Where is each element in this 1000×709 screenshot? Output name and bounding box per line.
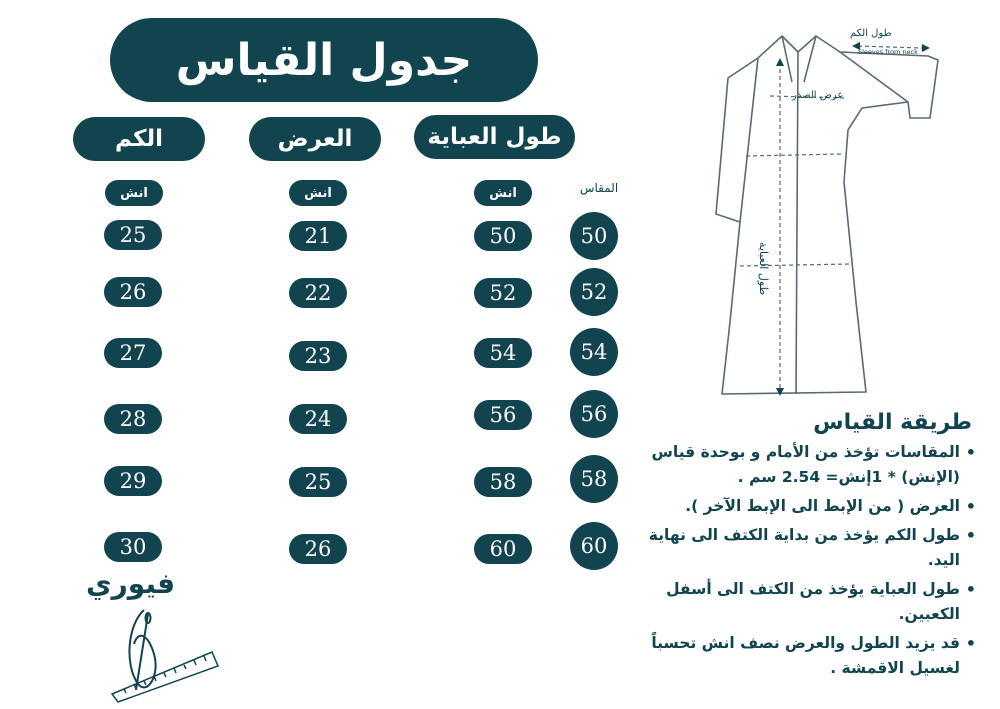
brand-name: فيوري	[86, 567, 176, 600]
size-badge: 50	[570, 212, 618, 260]
sleeve-value: 30	[104, 532, 162, 562]
sleeve-value: 29	[104, 466, 162, 496]
width-value: 22	[289, 278, 347, 308]
how-to-measure-title: طريقة القياس	[813, 410, 972, 435]
size-badge: 54	[570, 328, 618, 376]
size-badge: 52	[570, 268, 618, 316]
width-unit-label: انش	[289, 180, 347, 206]
needle-ruler-logo-icon	[108, 604, 220, 704]
size-badge: 56	[570, 390, 618, 438]
length-value: 54	[474, 338, 532, 368]
sleeve-unit-label: انش	[105, 180, 163, 206]
measurement-notes	[636, 440, 976, 685]
width-value: 23	[289, 341, 347, 371]
length-unit-label: انش	[474, 180, 532, 206]
width-value: 21	[289, 221, 347, 251]
measurement-note: • طول الكم يؤخذ من بداية الكتف الى نهاية اليد.	[636, 523, 976, 573]
sleeve-value: 28	[104, 404, 162, 434]
length-value: 52	[474, 278, 532, 308]
measurement-note: • العرض ( من الإبط الى الإبط الآخر ).	[636, 494, 976, 519]
size-badge: 60	[570, 522, 618, 570]
size-badge: 58	[570, 455, 618, 503]
measurement-note: • المقاسات تؤخذ من الأمام و بوحدة قياس (الإنش) * 1إنش= 2.54 سم .	[636, 440, 976, 490]
size-chart-title-banner	[110, 18, 538, 102]
width-value: 26	[289, 534, 347, 564]
sleeve-length-label: طول الكم	[850, 28, 892, 39]
sleeve-value: 26	[104, 277, 162, 307]
abaya-length-label: طول العباية	[757, 242, 770, 296]
sleeves-from-neck-label: Sleeves from neck	[858, 48, 918, 56]
length-value: 60	[474, 534, 532, 564]
measurement-note: • طول العباية يؤخذ من الكتف الى أسفل الكعبين.	[636, 577, 976, 627]
length-value: 58	[474, 467, 532, 497]
length-column-header: طول العباية	[414, 115, 575, 159]
size-chart-title: جدول القياس	[175, 34, 473, 86]
sleeve-column-header: الكم	[73, 117, 205, 161]
length-value: 56	[474, 400, 532, 430]
width-column-header: العرض	[249, 117, 381, 161]
sleeve-value: 27	[104, 338, 162, 368]
width-value: 24	[289, 404, 347, 434]
abaya-measurement-diagram	[700, 22, 940, 404]
size-column-label: المقاس	[579, 181, 619, 195]
width-value: 25	[289, 467, 347, 497]
sleeve-value: 25	[104, 220, 162, 250]
measurement-note: • قد يزيد الطول والعرض نصف انش تحسباً لغسيل الاقمشة .	[636, 631, 976, 681]
length-value: 50	[474, 221, 532, 251]
chest-width-label: عرض الصدر	[792, 90, 844, 101]
